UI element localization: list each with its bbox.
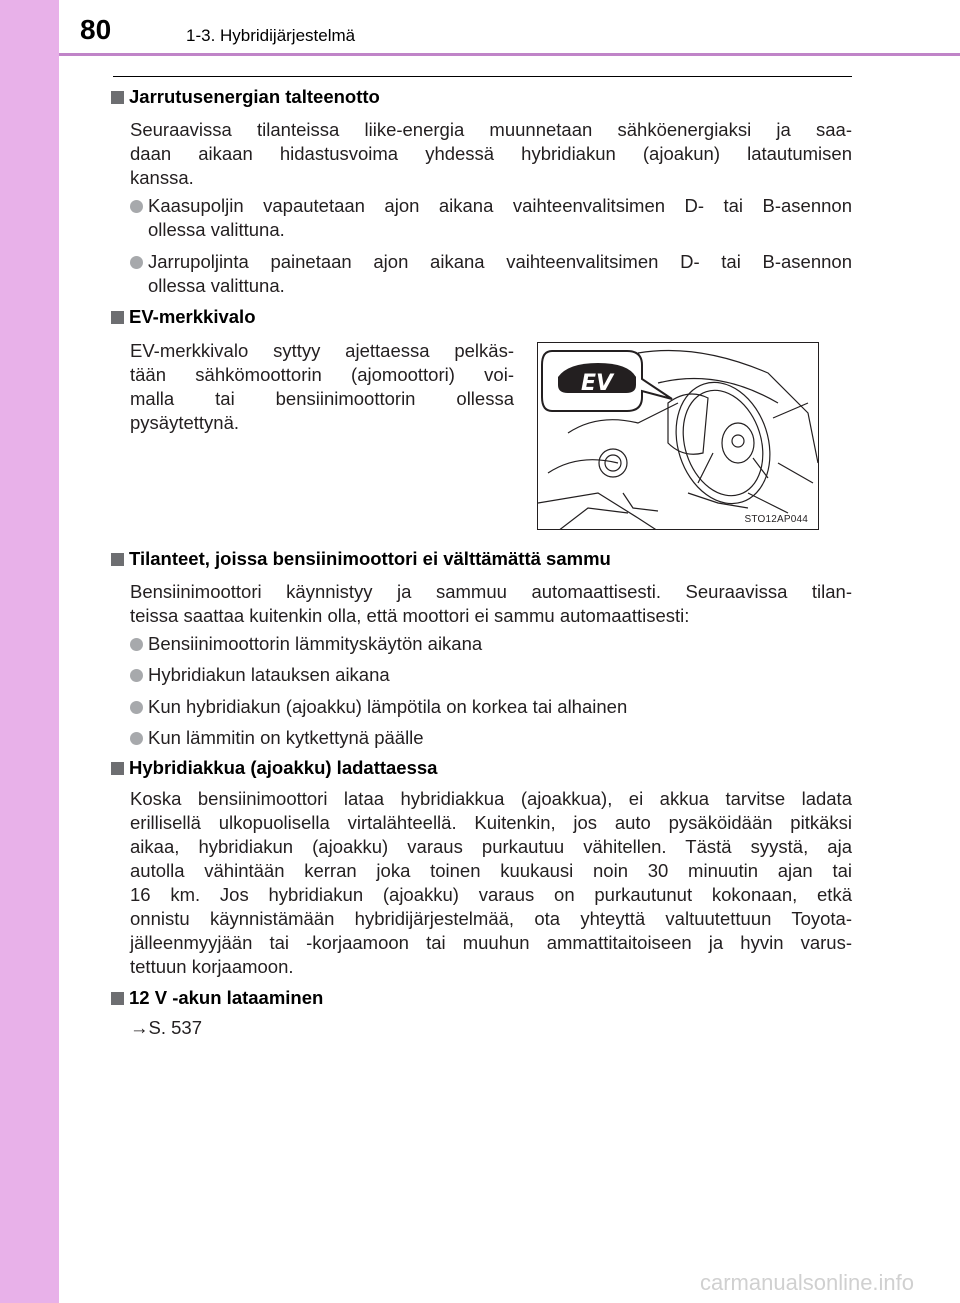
page-number: 80 [80, 14, 112, 45]
para-line: 16 km. Jos hybridiakun (ajoakku) varaus on purkautunut kokonaan, etkä [130, 884, 852, 905]
figure-code: STO12AP044 [744, 514, 808, 525]
heading-ev-text: EV-merkkivalo [129, 306, 256, 327]
bullet-line: ollessa valittuna. [148, 275, 285, 296]
para-line: kanssa. [130, 167, 194, 188]
heading-battery12-text: 12 V -akun lataaminen [129, 987, 324, 1008]
para-line: autolla vähintään kerran joka toinen kuukausi noin 30 minuutin ajan tai [130, 860, 852, 881]
para-line: Bensiinimoottori käynnistyy ja sammuu automaattisesti. Seuraavissa tilan- [130, 581, 852, 602]
ev-indicator-label: EV [580, 371, 614, 396]
para-line: aikaa, hybridiakun (ajoakku) varaus purkautuu vähitellen. Tästä syystä, aja [130, 836, 852, 857]
heading-engine-text: Tilanteet, joissa bensiinimoottori ei välttämättä sammu [129, 548, 611, 569]
round-bullet-icon [130, 701, 143, 714]
square-bullet-icon [111, 762, 124, 775]
round-bullet-icon [130, 669, 143, 682]
square-bullet-icon [111, 311, 124, 324]
heading-battery12 [111, 987, 323, 1009]
section-title: 1-3. Hybridijärjestelmä [186, 26, 356, 45]
bullet-item [130, 250, 852, 298]
paragraph-regen [130, 118, 852, 190]
heading-regen [111, 86, 380, 108]
para-line: jälleenmyyjään tai -korjaamoon tai muuhun ammattitaitoiseen ja hyvin varus- [130, 932, 852, 953]
para-line: tään sähkömoottorin (ajomoottori) voi- [130, 364, 514, 385]
dashboard-illustration [538, 343, 819, 530]
bullet-item [130, 194, 852, 242]
heading-charging [111, 757, 437, 779]
para-line: pysäytettynä. [130, 412, 240, 433]
heading-ev [111, 306, 256, 328]
page-reference-link[interactable]: S. 537 [148, 1017, 202, 1038]
bullet-line: Kun hybridiakun (ajoakku) lämpötila on korkea tai alhainen [148, 696, 628, 717]
heading-engine [111, 548, 611, 570]
round-bullet-icon [130, 638, 143, 651]
heading-regen-text: Jarrutusenergian talteenotto [129, 86, 380, 107]
header-divider [59, 53, 960, 56]
para-line: Koska bensiinimoottori lataa hybridiakkua (ajoakkua), ei akkua tarvitse ladata [130, 788, 852, 809]
square-bullet-icon [111, 553, 124, 566]
paragraph-charging [130, 787, 852, 979]
bullet-line: ollessa valittuna. [148, 219, 285, 240]
bullet-line: Kaasupoljin vapautetaan ajon aikana vaihteenvalitsimen D- tai B-asennon [148, 195, 852, 216]
para-line: Seuraavissa tilanteissa liike-energia muunnetaan sähköenergiaksi ja saa- [130, 119, 852, 140]
para-line: erillisellä ulkopuolisella virtalähteellä. Kuitenkin, jos auto pysäköidään pitkäksi [130, 812, 852, 833]
page-reference [130, 1016, 852, 1040]
side-tab-strip [0, 0, 59, 1303]
top-rule [113, 76, 852, 77]
paragraph-engine [130, 580, 852, 628]
bullet-item [130, 663, 852, 687]
paragraph-ev [130, 339, 514, 435]
bullet-item [130, 632, 852, 656]
bullet-line: Bensiinimoottorin lämmityskäytön aikana [148, 633, 483, 654]
para-line: tettuun korjaamoon. [130, 956, 294, 977]
bullet-line: Kun lämmitin on kytkettynä päälle [148, 727, 424, 748]
para-line: teissa saattaa kuitenkin olla, että moottori ei sammu automaattisesti: [130, 605, 690, 626]
round-bullet-icon [130, 200, 143, 213]
bullet-line: Hybridiakun latauksen aikana [148, 664, 390, 685]
arrow-right-icon: → [130, 1017, 149, 1038]
square-bullet-icon [111, 992, 124, 1005]
heading-charging-text: Hybridiakkua (ajoakku) ladattaessa [129, 757, 438, 778]
bullet-line: Jarrupoljinta painetaan ajon aikana vaihteenvalitsimen D- tai B-asennon [148, 251, 852, 272]
para-line: malla tai bensiinimoottorin ollessa [130, 388, 514, 409]
bullet-item [130, 695, 852, 719]
square-bullet-icon [111, 91, 124, 104]
para-line: onnistu käynnistämään hybridijärjestelmää, ota yhteyttä valtuutettuun Toyota- [130, 908, 852, 929]
round-bullet-icon [130, 732, 143, 745]
bullet-item [130, 726, 852, 750]
round-bullet-icon [130, 256, 143, 269]
para-line: EV-merkkivalo syttyy ajettaessa pelkäs- [130, 340, 514, 361]
watermark: carmanualsonline.info [700, 1270, 915, 1295]
para-line: daan aikaan hidastusvoima yhdessä hybridiakun (ajoakun) latautumisen [130, 143, 852, 164]
ev-indicator-figure [537, 342, 819, 530]
